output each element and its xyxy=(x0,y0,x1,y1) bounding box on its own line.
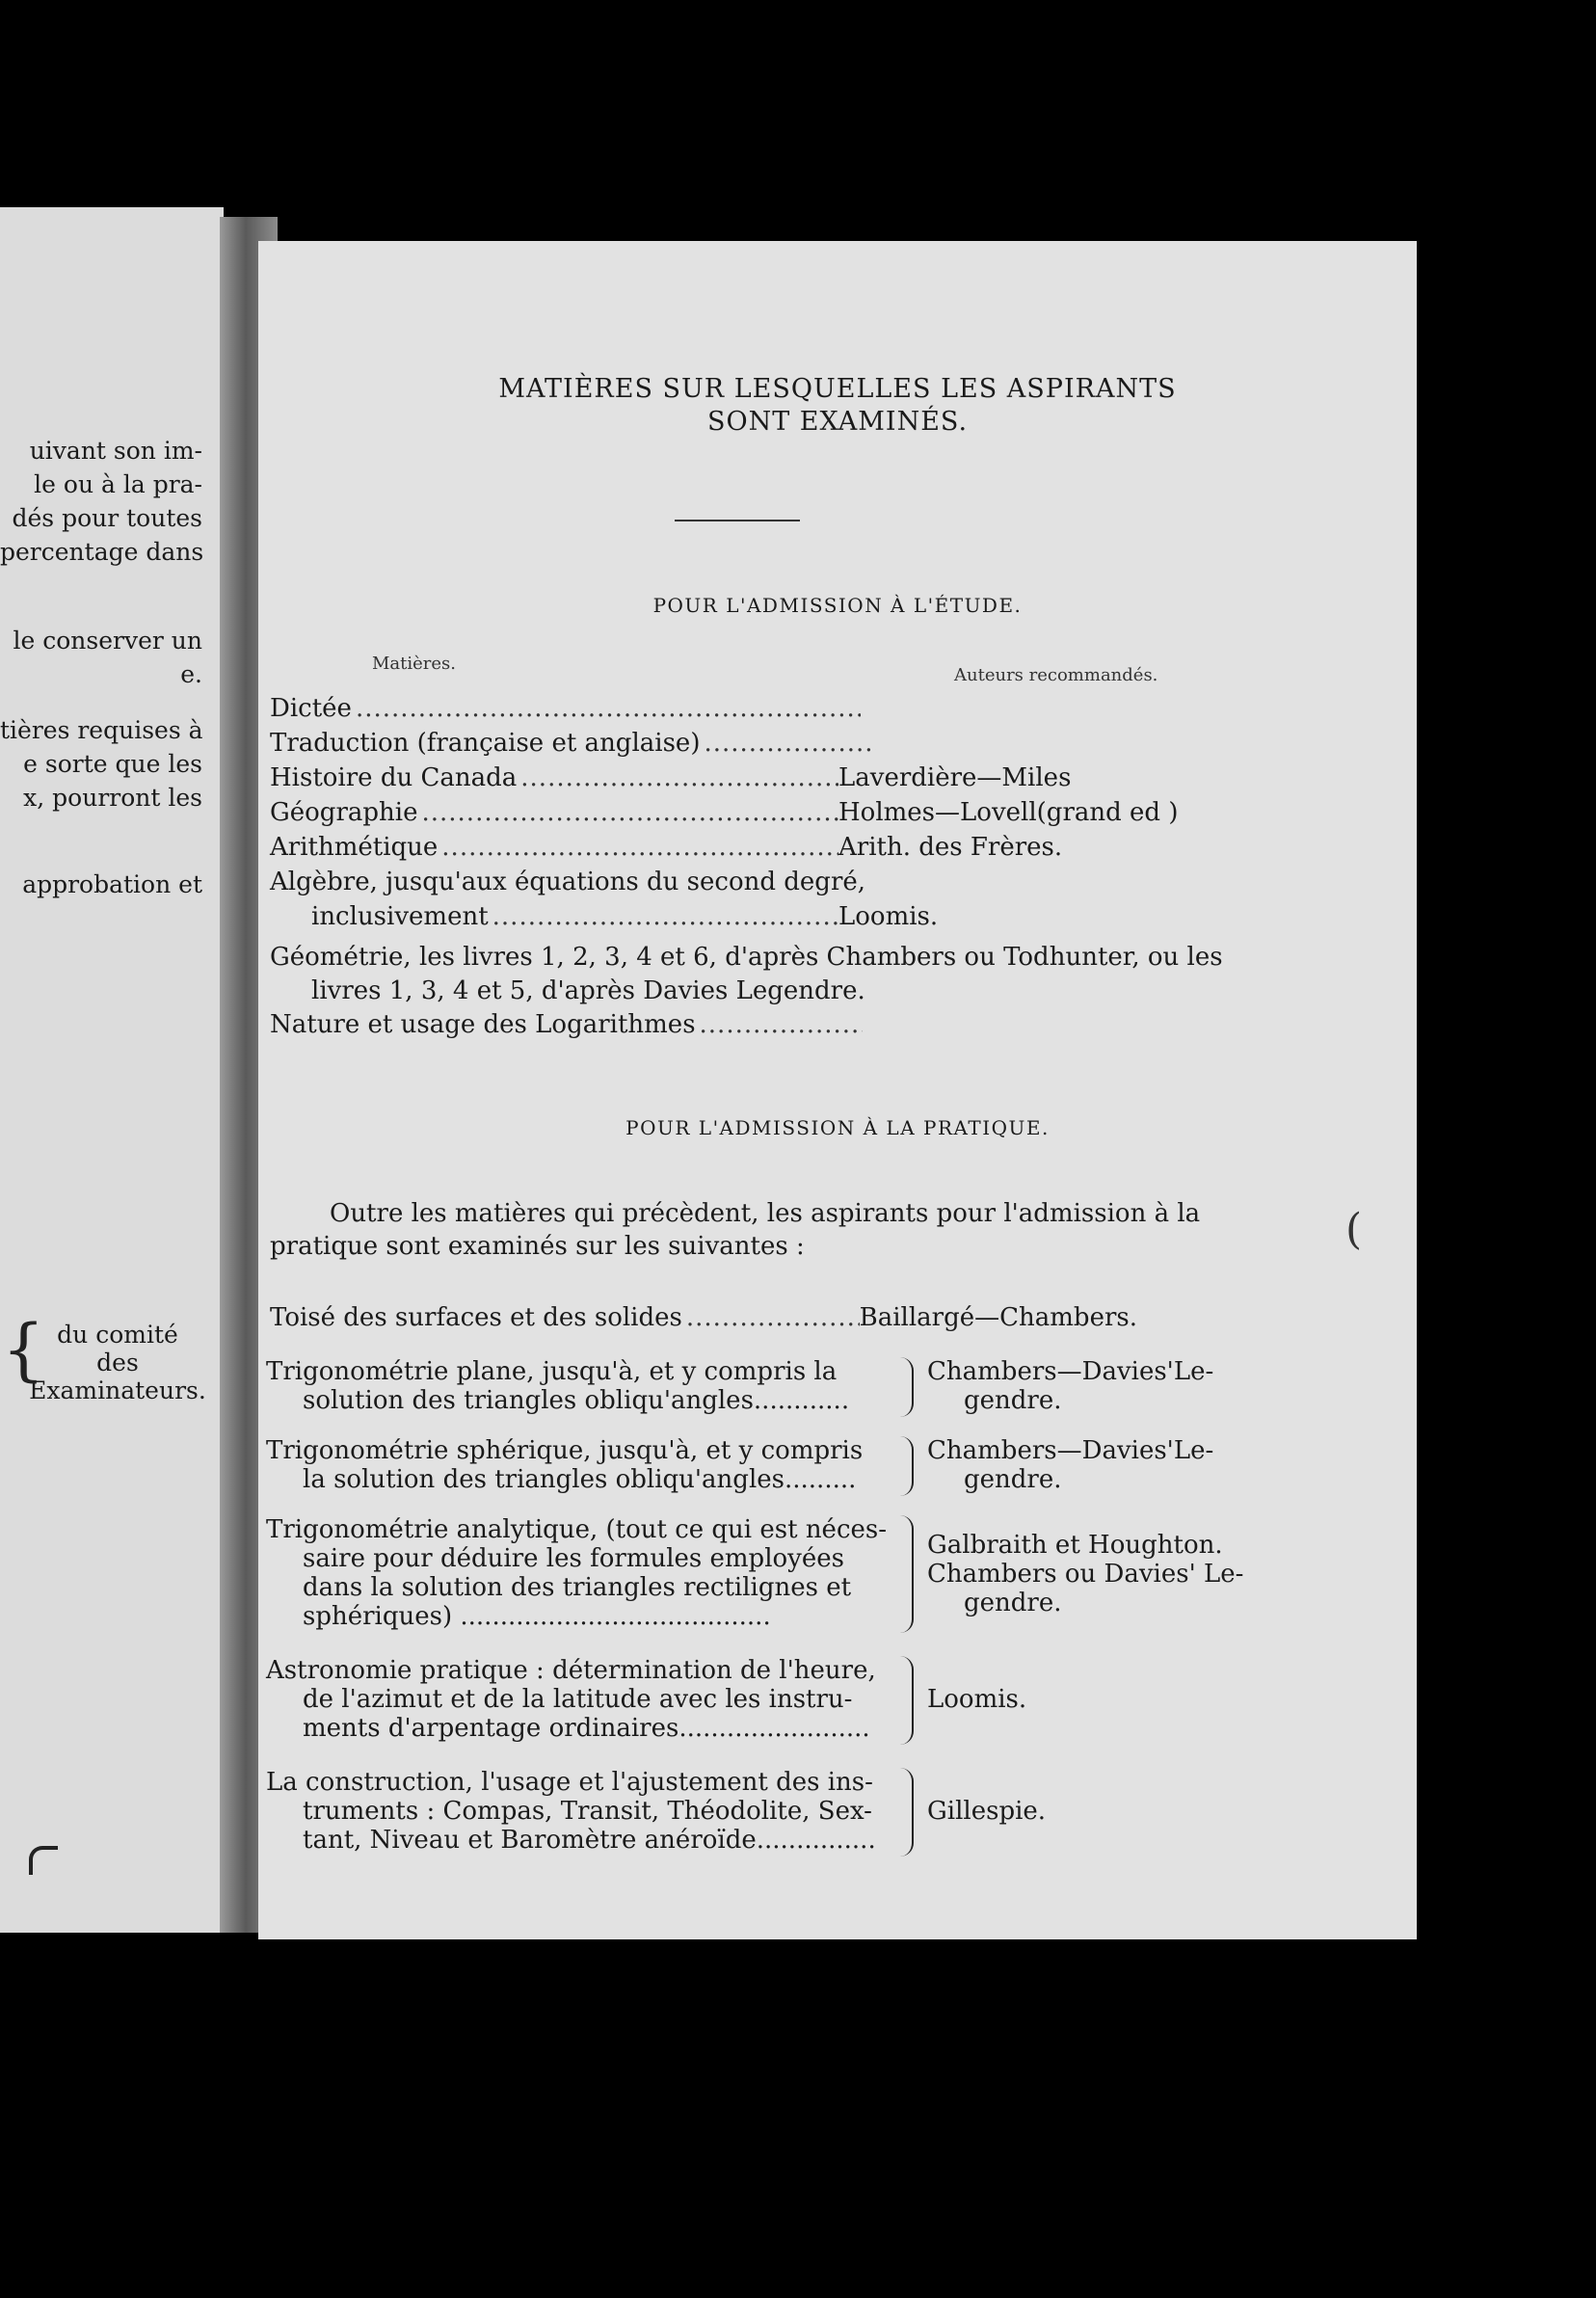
page-title-line1: MATIÈRES SUR LESQUELLES LES ASPIRANTS xyxy=(498,374,1177,404)
right-page xyxy=(258,241,1417,1939)
stray-mark-icon xyxy=(29,1846,58,1875)
pratique-item: Trigonométrie sphérique, jusqu'à, et y compris la solution des triangles obliqu'angles......... Chambers—Davies'Le- gendre. xyxy=(266,1436,1214,1494)
intro-paragraph: Outre les matières qui précèdent, les aspirants pour l'admission à la pratique sont examinés sur les suivantes : xyxy=(270,1199,1201,1261)
pratique-item: La construction, l'usage et l'ajustement des ins- truments : Compas, Transit, Théodolite, Sex- tant, Niveau et Baromètre anéroïde............... Gillespie. xyxy=(266,1768,1047,1855)
brace-icon xyxy=(891,1656,914,1745)
geometrie-line: livres 1, 3, 4 et 5, d'après Davies Legendre. xyxy=(311,976,865,1005)
left-fragment: uivant son im- xyxy=(29,437,202,465)
brace-icon xyxy=(891,1357,914,1417)
section-heading-pratique: POUR L'ADMISSION À LA PRATIQUE. xyxy=(625,1116,1050,1139)
subject-row: Géographie ..... Holmes—Lovell(grand ed ) xyxy=(270,798,1234,831)
subject-row: Traduction (française et anglaise) ..... xyxy=(270,729,1234,762)
left-page xyxy=(0,207,224,1933)
pratique-item: Trigonométrie plane, jusqu'à, et y compris la solution des triangles obliqu'angles............ Chambers—Davies'Le- gendre. xyxy=(266,1357,1214,1415)
pratique-item: Astronomie pratique : détermination de l'heure, de l'azimut et de la latitude avec les instru- ments d'arpentage ordinaires........................ Loomis. xyxy=(266,1656,1027,1743)
left-fragment: percentage dans xyxy=(0,538,204,566)
brace-icon xyxy=(891,1515,914,1633)
pratique-item: Trigonométrie analytique, (tout ce qui est néces- saire pour déduire les formules employées dans la solution des triangles rectilignes et sphériques) ....................................... Galbraith et Houghton. Chambers ou Davies' Le- gendre. xyxy=(266,1515,1244,1631)
left-fragment: e. xyxy=(180,660,202,688)
left-fragment: le ou à la pra- xyxy=(34,470,202,498)
subject-row: Nature et usage des Logarithmes ..... xyxy=(270,1010,1234,1043)
committee-note xyxy=(21,1321,214,1404)
brace-icon xyxy=(891,1436,914,1496)
brace-icon xyxy=(891,1768,914,1857)
column-header-subjects: Matières. xyxy=(372,654,457,674)
left-fragment: approbation et xyxy=(22,870,202,898)
subject-row: Dictée ..... xyxy=(270,694,1234,727)
committee-line: du comité xyxy=(57,1321,178,1349)
left-brace-icon: { xyxy=(2,1310,45,1389)
subject-row: Arithmétique ..... Arith. des Frères. xyxy=(270,833,1234,866)
subject-row: inclusivement ..... Loomis. xyxy=(311,902,1234,935)
subject-row: Algèbre, jusqu'aux équations du second degré, xyxy=(270,868,866,896)
committee-line: des xyxy=(96,1349,139,1376)
page-title-line2: SONT EXAMINÉS. xyxy=(706,407,969,437)
left-fragment: le conserver un xyxy=(13,627,202,655)
subject-row: Histoire du Canada ..... Laverdière—Miles xyxy=(270,763,1234,796)
left-fragment: dés pour toutes xyxy=(12,504,202,532)
committee-line: Examinateurs. xyxy=(29,1376,206,1404)
section-heading-etude: POUR L'ADMISSION À L'ÉTUDE. xyxy=(652,594,1023,617)
title-divider xyxy=(675,520,800,521)
column-header-authors: Auteurs recommandés. xyxy=(954,665,1158,685)
geometrie-line: Géométrie, les livres 1, 2, 3, 4 et 6, d'après Chambers ou Todhunter, ou les xyxy=(270,943,1223,972)
subject-row: Toisé des surfaces et des solides ..... Baillargé—Chambers. xyxy=(270,1303,1137,1336)
left-fragment: x, pourront les xyxy=(23,784,202,812)
left-fragment: tières requises à xyxy=(0,716,203,744)
margin-mark-icon: ( xyxy=(1345,1205,1363,1254)
left-fragment: e sorte que les xyxy=(23,750,202,778)
